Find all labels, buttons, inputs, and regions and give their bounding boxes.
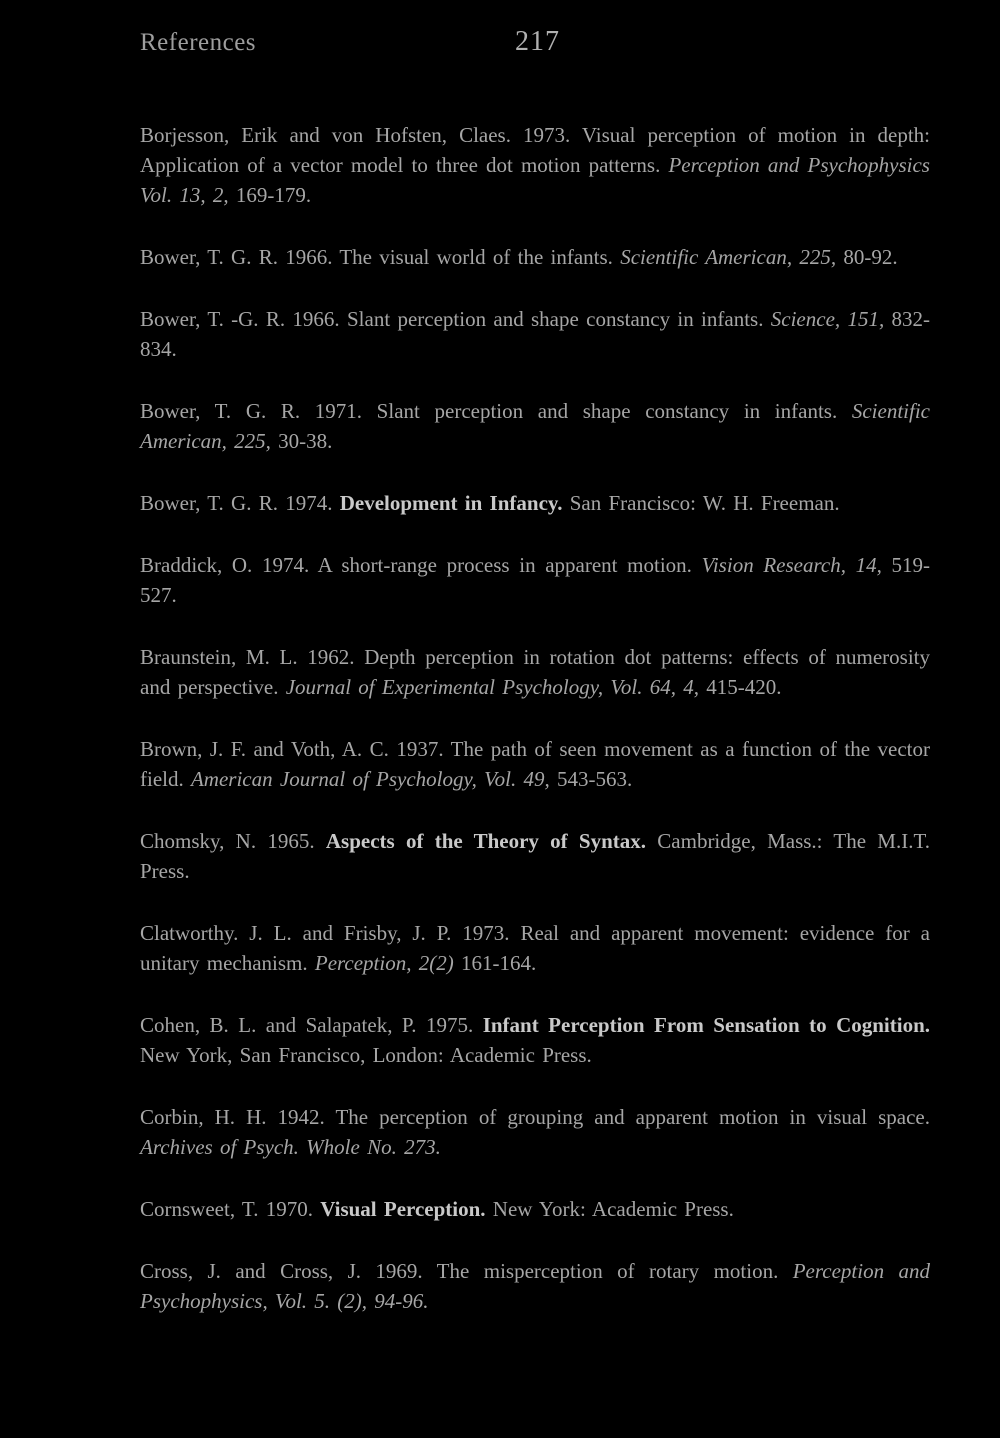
- reference-text: Clatworthy. J. L. and Frisby, J. P. 1973. Real and apparent movement: evidence for a unitary mechanism.: [140, 921, 930, 975]
- reference-entry: [140, 550, 930, 610]
- journal-title: American Journal of Psychology, Vol. 49,: [190, 767, 550, 791]
- reference-text: Bower, T. -G. R. 1966. Slant perception and shape constancy in infants.: [140, 307, 771, 331]
- reference-text: Cambridge, Mass.: The M.I.T. Press.: [140, 829, 930, 883]
- journal-title: Vision Research, 14,: [701, 553, 882, 577]
- reference-entry: [140, 1102, 930, 1162]
- journal-title: Perception and Psychophysics Vol. 13, 2,: [140, 153, 930, 207]
- reference-entry: [140, 826, 930, 886]
- reference-text: 161-164.: [453, 951, 537, 975]
- reference-entry: [140, 1256, 930, 1316]
- reference-text: 415-420.: [698, 675, 782, 699]
- journal-title: Science, 151,: [770, 307, 885, 331]
- reference-text: 543-563.: [549, 767, 633, 791]
- book-title: Infant Perception From Sensation to Cognition.: [482, 1013, 930, 1037]
- reference-list: [140, 120, 930, 1348]
- journal-title: Archives of Psych. Whole No. 273.: [140, 1135, 441, 1159]
- reference-text: Bower, T. G. R. 1971. Slant perception and shape constancy in infants.: [140, 399, 852, 423]
- journal-title: Perception and Psychophysics, Vol. 5. (2), 94-96.: [140, 1259, 930, 1313]
- page-number: 217: [515, 26, 560, 57]
- reference-text: Borjesson, Erik and von Hofsten, Claes. 1973. Visual perception of motion in depth: Application of a vector model to three dot motion patterns.: [140, 123, 930, 177]
- book-title: Development in Infancy.: [339, 491, 563, 515]
- reference-entry: [140, 1010, 930, 1070]
- reference-text: 30-38.: [270, 429, 333, 453]
- journal-title: Scientific American, 225,: [140, 399, 930, 453]
- reference-text: 519-527.: [140, 553, 930, 607]
- reference-text: Bower, T. G. R. 1966. The visual world of the infants.: [140, 245, 621, 269]
- reference-text: Braunstein, M. L. 1962. Depth perception in rotation dot patterns: effects of numerosity and perspective.: [140, 645, 930, 699]
- reference-text: Corbin, H. H. 1942. The perception of grouping and apparent motion in visual space.: [140, 1105, 930, 1129]
- reference-entry: [140, 304, 930, 364]
- reference-entry: [140, 120, 930, 210]
- reference-text: New York, San Francisco, London: Academic Press.: [140, 1043, 592, 1067]
- reference-text: Brown, J. F. and Voth, A. C. 1937. The path of seen movement as a function of the vector field.: [140, 737, 930, 791]
- reference-text: Cornsweet, T. 1970.: [140, 1197, 321, 1221]
- reference-text: New York: Academic Press.: [485, 1197, 734, 1221]
- reference-entry: [140, 642, 930, 702]
- reference-text: Chomsky, N. 1965.: [140, 829, 326, 853]
- reference-text: San Francisco: W. H. Freeman.: [562, 491, 840, 515]
- reference-text: Cross, J. and Cross, J. 1969. The misperception of rotary motion.: [140, 1259, 793, 1283]
- reference-text: Cohen, B. L. and Salapatek, P. 1975.: [140, 1013, 483, 1037]
- reference-text: Braddick, O. 1974. A short-range process in apparent motion.: [140, 553, 702, 577]
- journal-title: Scientific American, 225,: [620, 245, 837, 269]
- section-title: References: [140, 29, 257, 56]
- reference-entry: [140, 734, 930, 794]
- journal-title: Perception, 2(2): [314, 951, 454, 975]
- reference-text: 80-92.: [836, 245, 898, 269]
- reference-entry: [140, 396, 930, 456]
- journal-title: Journal of Experimental Psychology, Vol. 64, 4,: [285, 675, 699, 699]
- page-header: [140, 26, 930, 66]
- reference-text: 832-834.: [140, 307, 931, 361]
- reference-entry: [140, 918, 930, 978]
- reference-entry: [140, 488, 930, 518]
- reference-text: 169-179.: [228, 183, 312, 207]
- book-title: Visual Perception.: [320, 1197, 486, 1221]
- reference-entry: [140, 242, 930, 272]
- reference-entry: [140, 1194, 930, 1224]
- book-title: Aspects of the Theory of Syntax.: [325, 829, 647, 853]
- reference-text: Bower, T. G. R. 1974.: [140, 491, 340, 515]
